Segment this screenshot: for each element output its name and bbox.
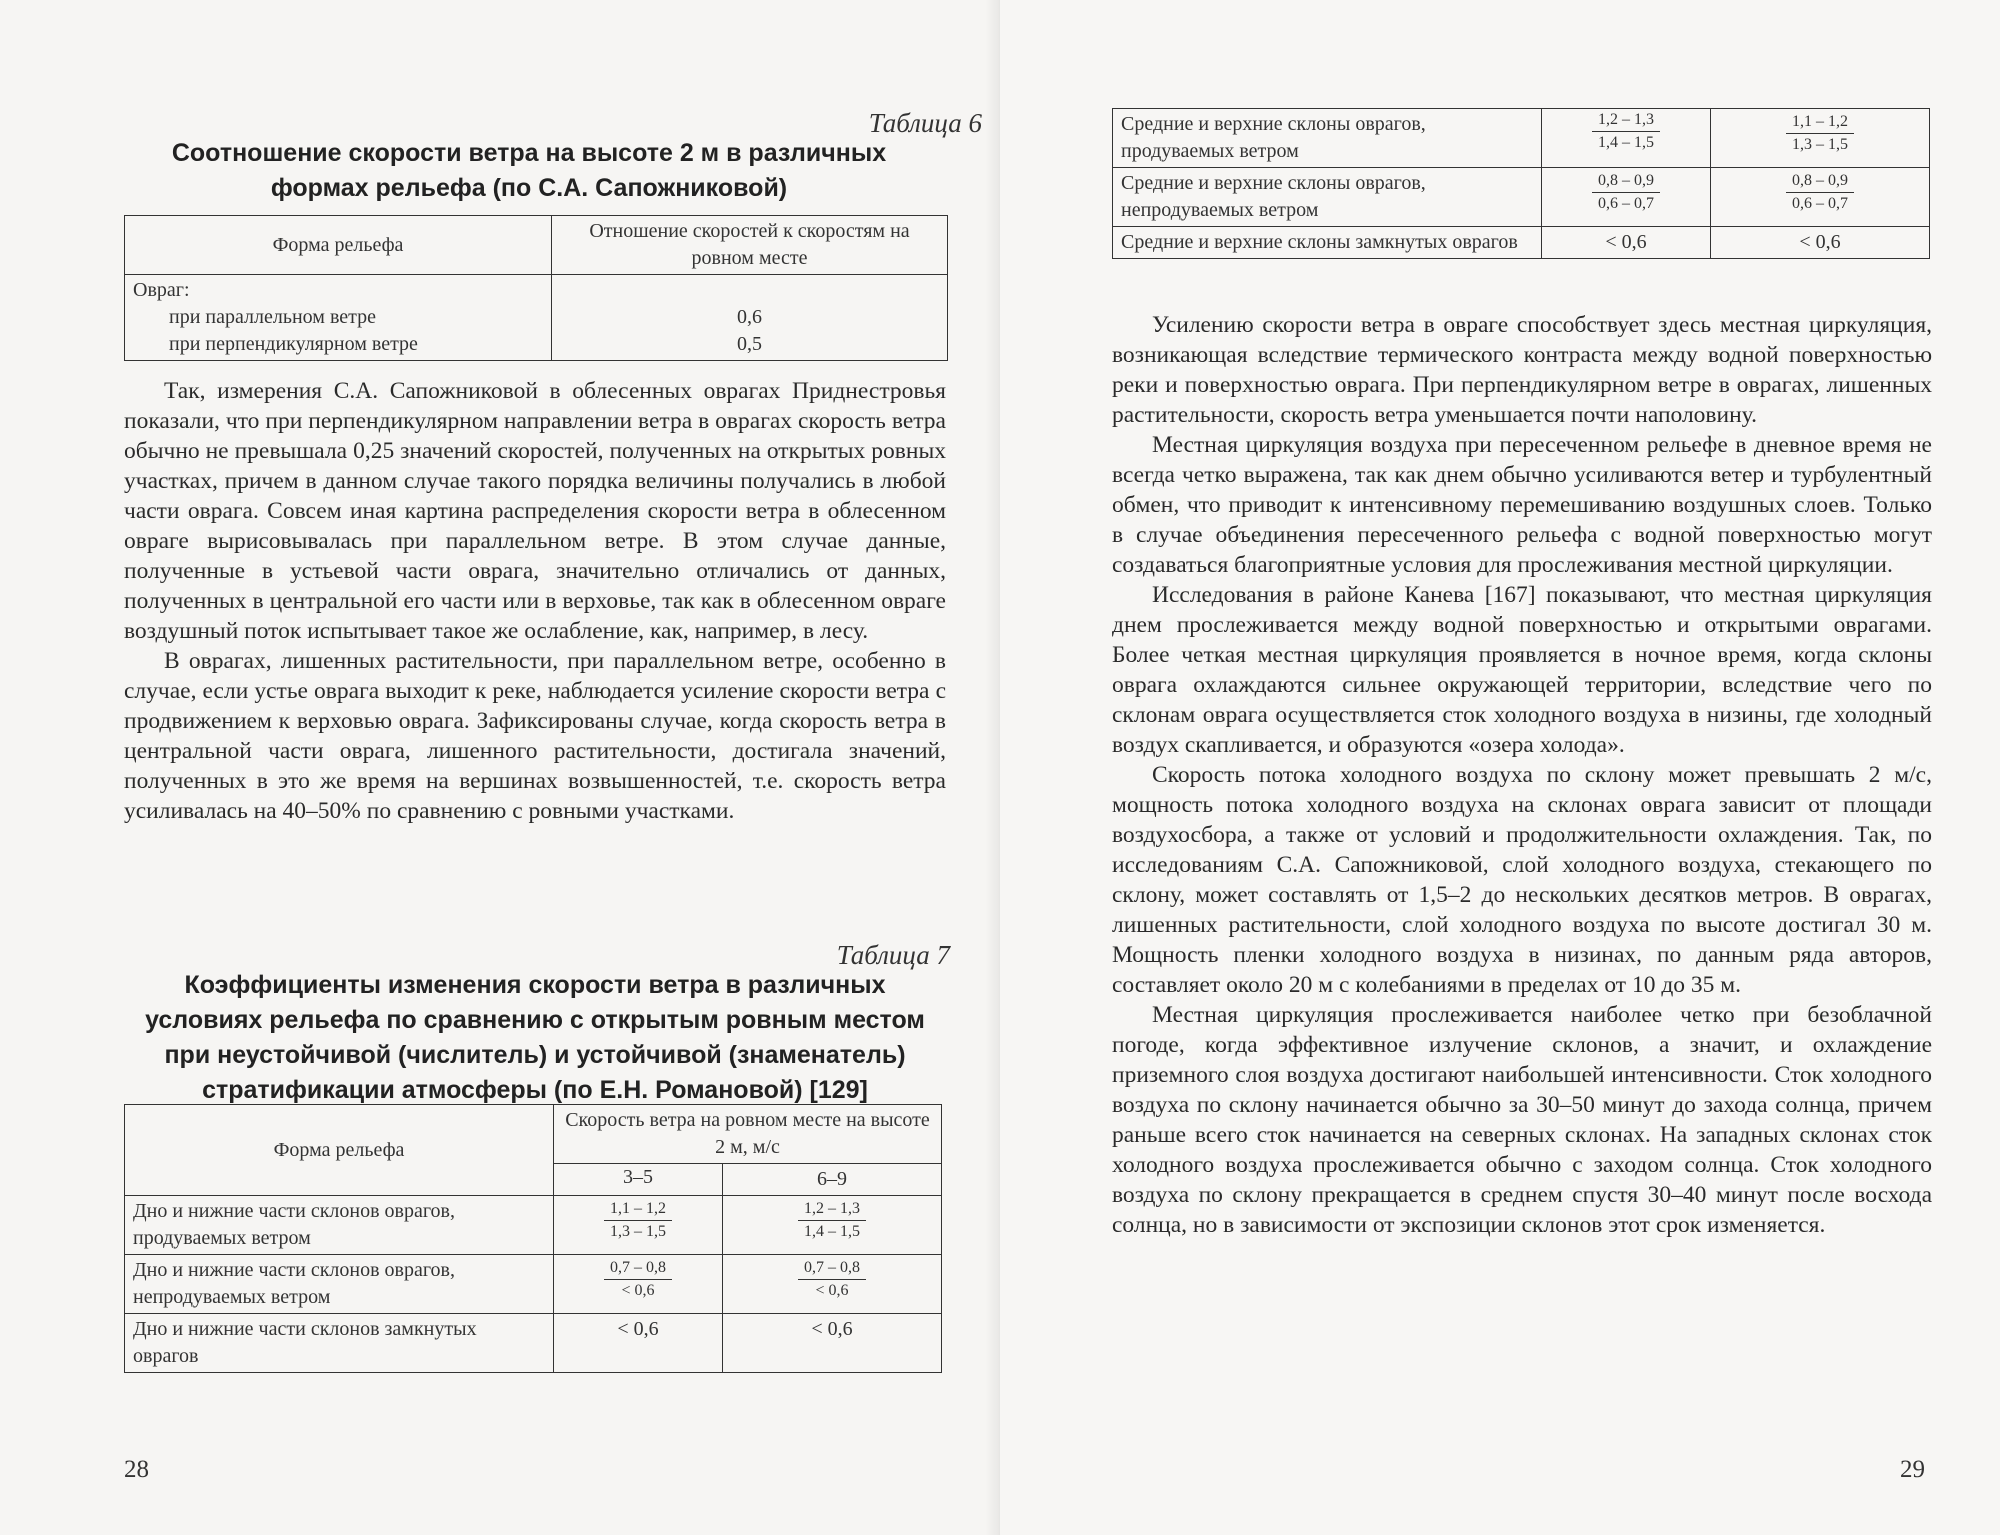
table7-cell: $\frac{0,8 - 0,9}{0,6 - 0,7}$	[1542, 168, 1711, 227]
paragraph: Местная циркуляция прослеживается наиболее четко при безоблачной погоде, когда эффективное излучение склонов, а значит, и охлаждение приземного слоя воздуха достигают наибольшей интенсивности. Сток холодного воздуха по склону начинается обычно за 30–50 минут до захода солнца, причем раньше всего сток начинается на северных склонах. На западных склонах сток холодного воздуха прослеживается обычно с заходом солнца. Сток холодного воздуха по склону прекращается в среднем спустя 30–40 минут после восхода солнца, но в зависимости от экспозиции склонов этот срок изменяется.	[1112, 1002, 1932, 1238]
table7-col-6-9: 6–9	[723, 1164, 942, 1196]
table7-title: Коэффициенты изменения скорости ветра в различных условиях рельефа по сравнению с открытым ровным местом при неустойчивой (числитель) и устойчивой (знаменатель) стратификации атмосферы (по Е.Н. Романовой) [129]	[145, 971, 925, 1104]
table6-row-value: 0,6	[737, 306, 762, 328]
table7-row-label: Средние и верхние склоны замкнутых оврагов	[1113, 227, 1542, 259]
table6-caption: Таблица 6	[868, 108, 982, 138]
table7-header-speed: Скорость ветра на ровном месте на высоте 2 м, м/с	[554, 1105, 942, 1164]
table7-col-3-5: 3–5	[554, 1164, 723, 1196]
table7-header-form: Форма рельефа	[125, 1105, 554, 1196]
table7-cell: < 0,6	[723, 1314, 942, 1373]
table7-row-label: Дно и нижние части склонов оврагов, непродуваемых ветром	[125, 1255, 554, 1314]
table6-group-label: Овраг:	[133, 279, 190, 301]
table7-caption: Таблица 7	[836, 940, 950, 970]
right-page	[1000, 0, 2000, 1535]
paragraph: Так, измерения С.А. Сапожниковой в облесенных оврагах Приднестровья показали, что при перпендикулярном направлении ветра в оврагах скорость ветра обычно не превышала 0,25 значений скоростей, полученных на открытых ровных участках, причем в данном случае такого порядка величины получались в любой части оврага. Совсем иная картина распределения скорости ветра в облесенном овраге вырисовывалась при параллельном ветре. В этом случае данные, полученные в устьевой части оврага, значительно отличались от данных, полученных в центральной его части или в верховье, так как в облесенном овраге воздушный поток испытывает такое же ослабление, как, например, в лесу.	[124, 378, 946, 644]
table7-row-label: Дно и нижние части склонов замкнутых оврагов	[125, 1314, 554, 1373]
paragraph: Исследования в районе Канева [167] показывают, что местная циркуляция днем прослеживается между водной поверхностью и открытыми оврагами. Более четкая местная циркуляция проявляется в ночное время, когда склоны оврага охлаждаются сильнее окружающей территории, вследствие чего по склонам оврага осуществляется сток холодного воздуха в низины, где холодный воздух скапливается, и образуются «озера холода».	[1112, 582, 1932, 758]
page-number-right: 29	[1900, 1456, 1925, 1483]
table7-row-label: Дно и нижние части склонов оврагов, продуваемых ветром	[125, 1196, 554, 1255]
page-number-left: 28	[124, 1456, 149, 1483]
table7-cell: $\frac{1,2 - 1,3}{1,4 - 1,5}$	[723, 1196, 942, 1255]
table6-row-label: при параллельном ветре	[169, 306, 377, 328]
table7	[124, 1104, 942, 1373]
table7-cell: < 0,6	[1542, 227, 1711, 259]
table7-row-label: Средние и верхние склоны оврагов, непродуваемых ветром	[1113, 168, 1542, 227]
table7-cell: $\frac{1,2 - 1,3}{1,4 - 1,5}$	[1542, 109, 1711, 168]
table6-row-value: 0,5	[737, 333, 762, 355]
paragraph: Усилению скорости ветра в овраге способствует здесь местная циркуляция, возникающая вследствие термического контраста между водной поверхностью реки и поверхностью оврага. При перпендикулярном ветре в оврагах, лишенных растительности, скорость ветра уменьшается почти наполовину.	[1112, 312, 1932, 428]
table6-header-ratio: Отношение скоростей к скоростям на ровном месте	[552, 216, 948, 275]
table6-row-label: при перпендикулярном ветре	[169, 333, 418, 355]
table6-header-form: Форма рельефа	[125, 216, 552, 275]
table7-row-label: Средние и верхние склоны оврагов, продуваемых ветром	[1113, 109, 1542, 168]
table7-cell: $\frac{0,7 - 0,8}{< 0,6}$	[554, 1255, 723, 1314]
table6-row-values	[552, 275, 948, 361]
table7-cell: $\frac{0,8 - 0,9}{0,6 - 0,7}$	[1711, 168, 1930, 227]
paragraph: В оврагах, лишенных растительности, при параллельном ветре, особенно в случае, если устье оврага выходит к реке, наблюдается усиление скорости ветра с продвижением к верховью оврага. Зафиксированы случае, когда скорость ветра в центральной части оврага, лишенного растительности, достигала значений, полученных в это же время на вершинах возвышенностей, т.е. скорость ветра усиливалась на 40–50% по сравнению с ровными участками.	[124, 648, 946, 824]
table7-cell: < 0,6	[554, 1314, 723, 1373]
table6-row-labels	[125, 275, 552, 361]
right-body-text	[1112, 310, 1932, 1240]
table7-cell: < 0,6	[1711, 227, 1930, 259]
table7-cell: $\frac{1,1 - 1,2}{1,3 - 1,5}$	[554, 1196, 723, 1255]
table7-cell: $\frac{0,7 - 0,8}{< 0,6}$	[723, 1255, 942, 1314]
table6-title: Соотношение скорости ветра на высоте 2 м в различных формах рельефа (по С.А. Сапожниковой)	[171, 139, 887, 202]
table7-continued	[1112, 108, 1930, 259]
paragraph: Скорость потока холодного воздуха по склону может превышать 2 м/с, мощность потока холодного воздуха на склонах оврага зависит от площади воздухосбора, а также от условий и продолжительности охлаждения. Так, по исследованиям С.А. Сапожниковой, слой холодного воздуха, стекающего по склону, может составлять от 1,5–2 до нескольких десятков метров. В оврагах, лишенных растительности, слой холодного воздуха по высоте достигал 30 м. Мощность пленки холодного воздуха в низинах, по данным ряда авторов, составляет около 20 м с колебаниями в пределах от 10 до 35 м.	[1112, 762, 1932, 998]
paragraph: Местная циркуляция воздуха при пересеченном рельефе в дневное время не всегда четко выражена, так как днем обычно усиливаются ветер и турбулентный обмен, что приводит к интенсивному перемешиванию воздушных слоев. Только в случае объединения пересеченного рельефа с водной поверхностью могут создаваться благоприятные условия для прослеживания местной циркуляции.	[1112, 432, 1932, 578]
left-body-text	[124, 376, 946, 826]
table6	[124, 215, 948, 361]
table7-cell: $\frac{1,1 - 1,2}{1,3 - 1,5}$	[1711, 109, 1930, 168]
